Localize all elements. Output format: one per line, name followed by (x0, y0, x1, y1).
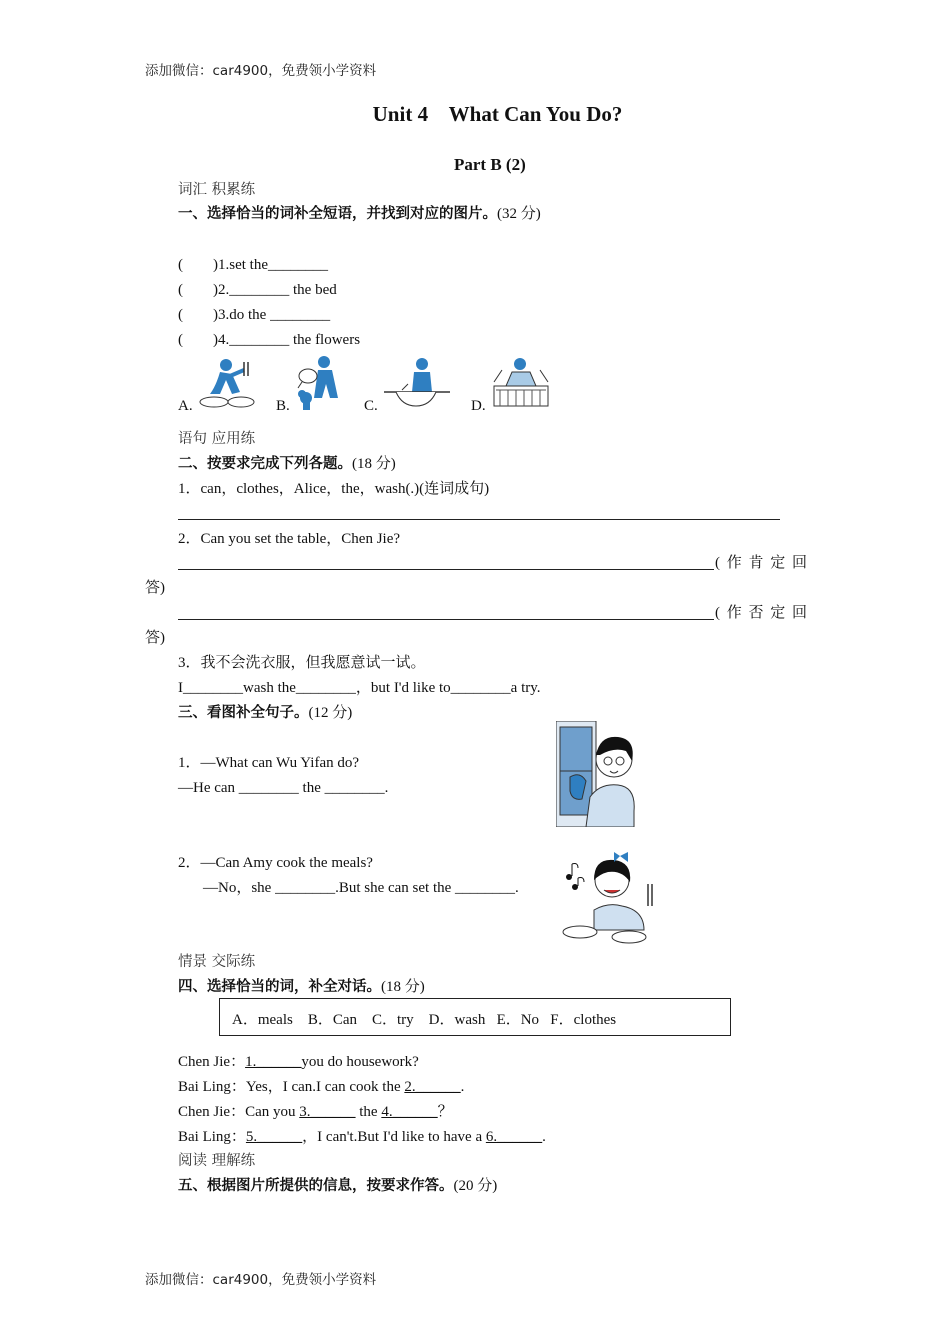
category-dialogue: 情景 交际练 (178, 954, 256, 970)
category-reading: 阅读 理解练 (178, 1153, 256, 1169)
blank-5[interactable]: 5.______ (245, 1129, 303, 1145)
p2-question-3-line: I________wash the________，but I'd like to________a try. (178, 680, 541, 696)
blank-2[interactable]: 2.______ (404, 1079, 461, 1095)
pic-label-a: A. (178, 398, 193, 414)
answer-line-1[interactable] (178, 519, 780, 520)
section-4-heading: 四、选择恰当的词，补全对话。(18 分) (178, 979, 425, 995)
clean-window-image (556, 721, 644, 827)
pic-label-c: C. (364, 398, 378, 414)
page-footer: 添加微信：car4900，免费领小学资料 (145, 1272, 377, 1288)
p2-question-3: 3．我不会洗衣服，但我愿意试一试。 (178, 655, 426, 671)
affirm-instruction-end: 答) (145, 580, 165, 596)
p1-item-4: ( )4.________ the flowers (178, 332, 361, 348)
dialogue-line-4: Bai Ling：5.______，I can't.But I'd like to have a 6.______. (178, 1129, 546, 1145)
set-table-image (196, 356, 258, 412)
blank-6[interactable]: 6.______ (485, 1129, 543, 1145)
blank-3[interactable]: 3.______ (299, 1104, 356, 1120)
p3-q1-answer: —He can ________ the ________. (178, 780, 389, 796)
dialogue-line-3: Chen Jie：Can you 3.______ the 4.______？ (178, 1104, 453, 1120)
make-bed-image (490, 356, 552, 412)
section-3-heading: 三、看图补全句子。(12 分) (178, 705, 353, 721)
category-vocab: 词汇 积累练 (178, 182, 256, 198)
p1-item-1: ( )1.set the________ (178, 257, 328, 273)
negate-instruction: ( 作 否 定 回 (715, 605, 807, 621)
amy-set-table-image (558, 850, 664, 946)
p2-question-2: 2．Can you set the table，Chen Jie? (178, 531, 401, 547)
dialogue-line-2: Bai Ling：Yes，I can.I can cook the 2.______. (178, 1079, 465, 1095)
p3-q1-question: 1．—What can Wu Yifan do? (178, 755, 360, 771)
page-title: Unit 4 What Can You Do? (372, 102, 623, 126)
p1-item-3: ( )3.do the ________ (178, 307, 331, 323)
do-dishes-image (382, 354, 452, 410)
section-5-heading: 五、根据图片所提供的信息，按要求作答。(20 分) (178, 1178, 498, 1194)
section-1-heading: 一、选择恰当的词补全短语，并找到对应的图片。(32 分) (178, 206, 541, 222)
blank-1[interactable]: 1.______ (245, 1054, 302, 1070)
negate-instruction-end: 答) (145, 630, 165, 646)
category-sentence: 语句 应用练 (178, 431, 256, 447)
blank-4[interactable]: 4.______ (381, 1104, 438, 1120)
page-header: 添加微信：car4900，免费领小学资料 (145, 63, 377, 79)
answer-line-affirm[interactable] (178, 569, 714, 570)
water-flowers-image (294, 354, 346, 412)
page-subtitle: Part B (2) (454, 155, 526, 174)
section-2-heading: 二、按要求完成下列各题。(18 分) (178, 456, 396, 472)
p2-question-1: 1．can，clothes，Alice，the，wash(.)(连词成句) (178, 481, 490, 497)
answer-line-negate[interactable] (178, 619, 714, 620)
options-box (219, 998, 731, 1036)
dialogue-line-1: Chen Jie：1.______you do housework? (178, 1054, 419, 1070)
affirm-instruction: ( 作 肯 定 回 (715, 555, 807, 571)
p3-q2-answer: —No，she ________.But she can set the ________. (203, 880, 519, 896)
p3-q2-question: 2．—Can Amy cook the meals? (178, 855, 373, 871)
pic-label-b: B. (276, 398, 290, 414)
options-list: A．meals B．Can C．try D．wash E．No F．clothes (232, 1012, 617, 1028)
p1-item-2: ( )2.________ the bed (178, 282, 337, 298)
pic-label-d: D. (471, 398, 486, 414)
